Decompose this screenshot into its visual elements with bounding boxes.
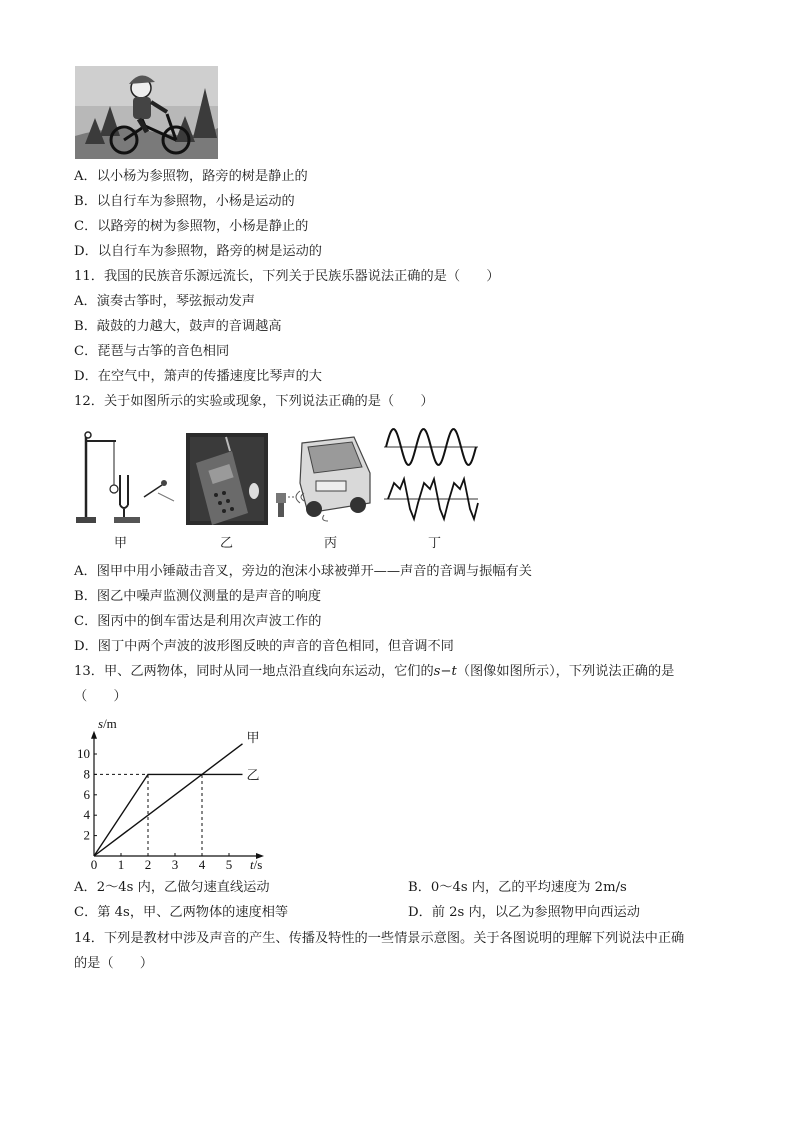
series-label: 甲 [246,729,260,745]
q13-stem [74,663,674,681]
q12-caption-ding: 丁 [428,536,442,551]
q12-caption-jia: 甲 [114,536,128,551]
x-axis-label: t/s [250,857,263,870]
q12-option-a: A．图甲中用小锤敲击音叉，旁边的泡沫小球被弹开——声音的音调与振幅有关 [74,564,532,579]
q10-option-a: A．以小杨为参照物，路旁的树是静止的 [74,169,308,184]
q13-stem-blank: （ ） [74,689,127,704]
q13-stem-text: 13．甲、乙两物体，同时从同一地点沿直线向东运动，它们的 [74,664,434,679]
q12-tuning-fork-figure [74,427,178,529]
q12-reversing-radar-figure [274,433,374,523]
x-tick-label: 3 [171,857,179,870]
q11-option-a: A．演奏古筝时，琴弦振动发声 [74,294,255,309]
q13-option-b: B．0～4s 内，乙的平均速度为 2m/s [408,880,627,895]
q13-stem-text-end: （图像如图所示），下列说法正确的是 [456,664,675,679]
y-axis-label: s/m [98,716,117,731]
q14-stem: 14．下列是教材中涉及声音的产生、传播及特性的一些情景示意图。关于各图说明的理解下列说法中正确 [74,931,685,946]
q12-stem: 12．关于如图所示的实验或现象，下列说法正确的是（ ） [74,394,434,409]
y-tick-label: 8 [83,766,90,782]
y-axis-arrow [91,731,97,739]
x-tick-label: 5 [225,857,233,870]
q11-option-d: D．在空气中，箫声的传播速度比琴声的大 [74,369,322,384]
q14-stem-line2: 的是（ ） [74,956,154,971]
q12-caption-yi: 乙 [220,536,234,551]
y-tick-label: 2 [83,827,90,843]
x-tick-label: 1 [117,857,125,870]
series-label: 乙 [246,767,260,783]
y-tick-label: 6 [83,786,90,802]
q10-option-b: B．以自行车为参照物，小杨是运动的 [74,194,295,209]
q11-option-c: C．琵琶与古筝的音色相同 [74,344,230,359]
q13-option-d: D．前 2s 内，以乙为参照物甲向西运动 [408,905,640,920]
q12-caption-bing: 丙 [324,536,338,551]
st-chart [70,714,280,870]
q10-option-c: C．以路旁的树为参照物，小杨是静止的 [74,219,309,234]
x-tick-label: 4 [198,857,206,870]
y-tick-label: 4 [83,807,90,823]
q12-option-b: B．图乙中噪声监测仪测量的是声音的响度 [74,589,322,604]
q11-option-b: B．敲鼓的力越大，鼓声的音调越高 [74,319,282,334]
q10-bicycle-image [75,66,218,159]
x-tick-label: 2 [144,857,152,870]
q13-option-a: A．2～4s 内，乙做匀速直线运动 [74,880,270,895]
q13-option-c: C．第 4s，甲、乙两物体的速度相等 [74,905,289,920]
q13-stem-math: s−t [433,664,457,679]
q12-option-c: C．图丙中的倒车雷达是利用次声波工作的 [74,614,322,629]
q10-option-d: D．以自行车为参照物，路旁的树是运动的 [74,244,322,259]
x-tick-label: 0 [90,857,98,870]
q12-noise-meter-figure [186,433,268,525]
series-line-1 [94,774,243,856]
q12-option-d: D．图丁中两个声波的波形图反映的声音的音色相同，但音调不同 [74,639,454,654]
q11-stem: 11．我国的民族音乐源远流长，下列关于民族乐器说法正确的是（ ） [74,269,500,284]
series-line-0 [94,744,243,856]
y-tick-label: 10 [77,746,90,761]
q12-waveform-figure [380,423,482,527]
